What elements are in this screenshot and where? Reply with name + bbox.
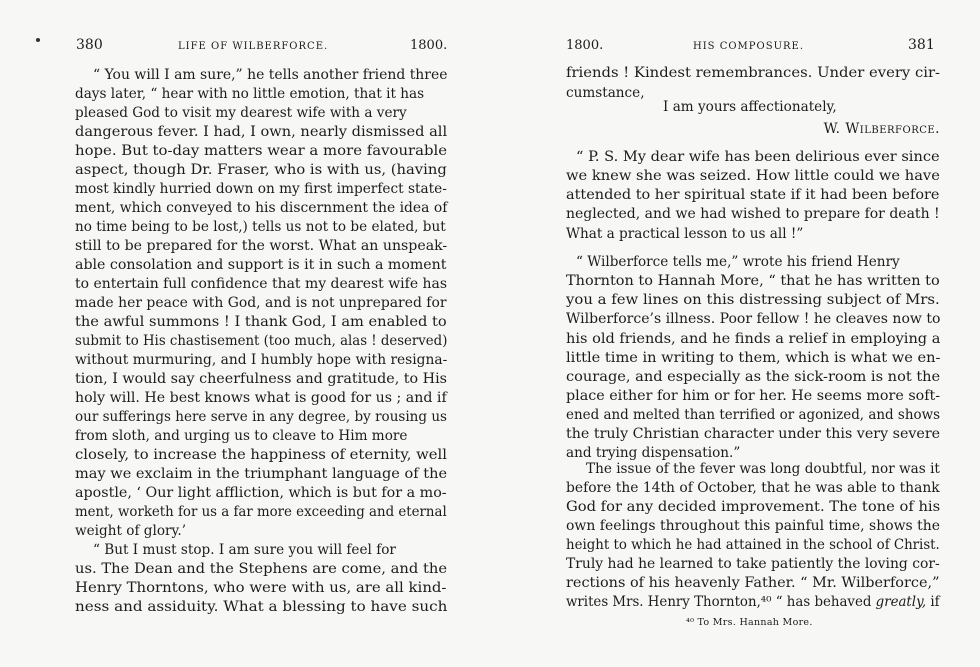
text-line: his old friends, and he finds a relief in employing a — [566, 331, 941, 347]
text-line: ened and melted than terrified or agonized, and shows — [566, 407, 941, 423]
text-line: neglected, and we had wished to prepare for death ! — [566, 206, 940, 222]
text-line: place either for him or for her. He seems more soft- — [566, 388, 941, 404]
text-line: “ P. S. My dear wife has been delirious ever since — [576, 149, 940, 165]
text-line: “ You will I am sure,” he tells another friend three — [93, 67, 448, 83]
text-line: closely, to increase the happiness of eternity, well — [75, 447, 448, 463]
text-line: apostle, ‘ Our light affliction, which is but for a mo- — [75, 485, 447, 501]
text-line: rections of his heavenly Father. “ Mr. Wilberforce,” — [566, 575, 940, 591]
text-line: own feelings throughout this painful time, shows the — [566, 518, 941, 534]
right-page — [490, 0, 980, 667]
text-line: W. Wilberforce. — [823, 121, 940, 137]
text-line: The issue of the fever was long doubtful, nor was it — [586, 461, 940, 477]
left-year: 1800. — [410, 38, 448, 53]
text-line: ness and assiduity. What a blessing to have such — [75, 599, 448, 615]
text-line: pleased God to visit my dearest wife with a very — [75, 105, 407, 121]
text-line: without murmuring, and I humbly hope with resigna- — [75, 352, 448, 368]
text-line: height to which he had attained in the school of Christ. — [566, 537, 940, 553]
text-line: Thornton to Hannah More, “ that he has written to — [566, 273, 940, 289]
ink-dot — [36, 38, 40, 42]
text-line: may we exclaim in the triumphant language of the — [75, 466, 448, 482]
text-line: days later, “ hear with no little emotion, that it has — [75, 86, 425, 102]
text-line: friends ! Kindest remembrances. Under every cir- — [566, 65, 941, 81]
text-line: Henry Thorntons, who were with us, are all kind- — [75, 580, 447, 596]
footnote: ⁴⁰ To Mrs. Hannah More. — [686, 617, 813, 628]
text-line: hope. But to-day matters wear a more favourable — [75, 143, 448, 159]
text-line: ment, which conveyed to his discernment the idea of — [75, 200, 448, 216]
text-line: the truly Christian character under this very severe — [566, 426, 941, 442]
text-line: What a practical lesson to us all !” — [566, 226, 804, 242]
text-line: we knew she was seized. How little could we have — [566, 168, 940, 184]
text-line: I am yours affectionately, — [663, 99, 837, 115]
text-line: cumstance, — [566, 85, 645, 101]
left-page-number: 380 — [76, 37, 103, 53]
text-line: most kindly hurried down on my first imperfect state- — [75, 181, 447, 197]
right-page-number: 381 — [908, 37, 935, 53]
text-line: no time being to be lost,) tells us not to be elated, but — [75, 219, 446, 235]
text-line: tion, I would say cheerfulness and gratitude, to His — [75, 371, 448, 387]
text-line: ment, worketh for us a far more exceeding and eternal — [75, 504, 447, 520]
text-line: writes Mrs. Henry Thornton,⁴⁰ “ has behaved greatly, if — [566, 594, 940, 610]
text-line: aspect, though Dr. Fraser, who is with us, (having — [75, 162, 447, 178]
right-year: 1800. — [566, 38, 604, 53]
text-line: us. The Dean and the Stephens are come, and the — [75, 561, 448, 577]
text-line: holy will. He best knows what is good for us ; and if — [75, 390, 447, 406]
text-line: from sloth, and urging us to cleave to Him more — [75, 428, 408, 444]
text-line: the awful summons ! I thank God, I am enabled to — [75, 314, 447, 330]
text-line: still to be prepared for the worst. What an unspeak- — [75, 238, 448, 254]
text-line: able consolation and support is it in such a moment — [75, 257, 447, 273]
text-line: “ Wilberforce tells me,” wrote his friend Henry — [576, 254, 900, 270]
text-line: “ But I must stop. I am sure you will feel for — [93, 542, 396, 558]
text-line: and trying dispensation.” — [566, 445, 741, 461]
text-line: Wilberforce’s illness. Poor fellow ! he cleaves now to — [566, 311, 941, 327]
text-line: you a few lines on this distressing subject of Mrs. — [566, 292, 940, 308]
left-running-head: LIFE OF WILBERFORCE. — [178, 41, 329, 52]
text-line: our sufferings here serve in any degree, by rousing us — [75, 409, 447, 425]
text-line: before the 14th of October, that he was able to thank — [566, 480, 940, 496]
text-line: attended to her spiritual state if it had been before — [566, 187, 940, 203]
text-line: weight of glory.’ — [75, 523, 187, 539]
text-line: dangerous fever. I had, I own, nearly dismissed all — [75, 124, 448, 140]
text-line: made her peace with God, and is not unprepared for — [75, 295, 447, 311]
text-line: courage, and especially as the sick-room is not the — [566, 369, 941, 385]
text-line: Truly had he learned to take patiently the loving cor- — [566, 556, 940, 572]
right-running-head: HIS COMPOSURE. — [693, 41, 805, 52]
text-line: God for any decided improvement. The tone of his — [566, 499, 941, 515]
text-line: submit to His chastisement (too much, alas ! deserved) — [75, 333, 448, 349]
text-line: to entertain full confidence that my dearest wife has — [75, 276, 448, 292]
text-line: little time in writing to them, which is what we en- — [566, 350, 941, 366]
